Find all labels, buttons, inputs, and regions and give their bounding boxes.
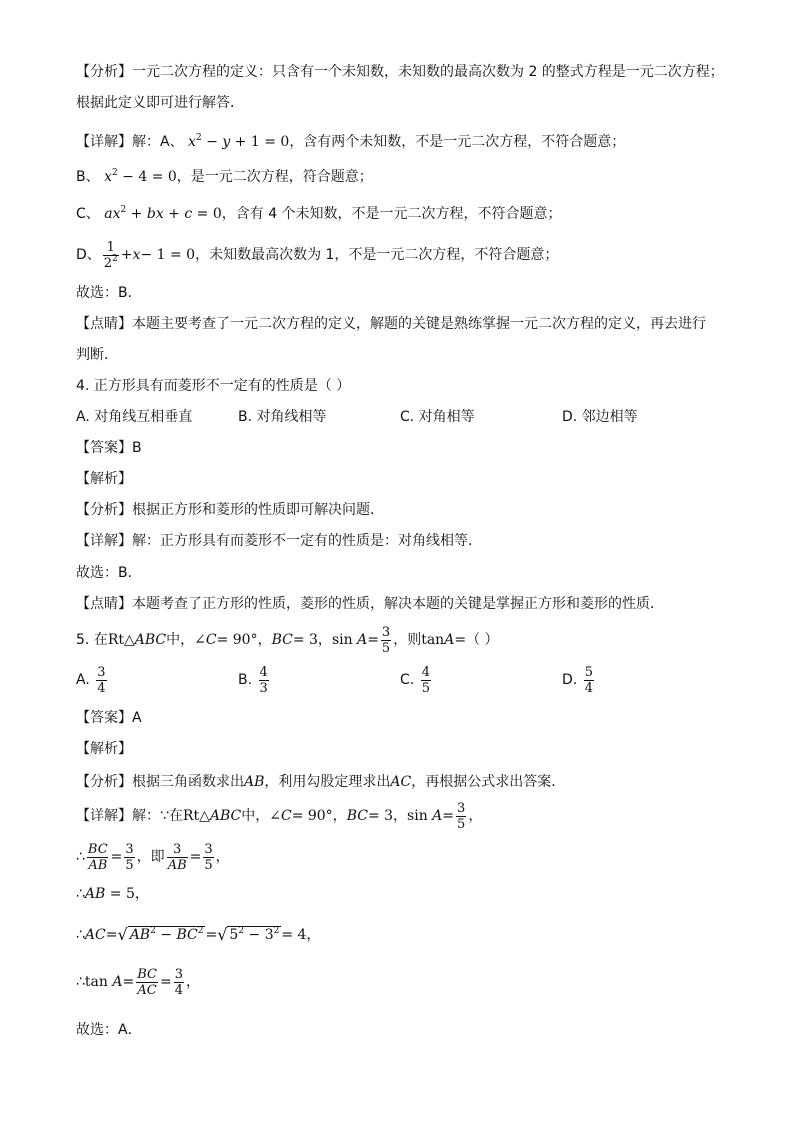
q3-analysis-line1: 【分析】一元二次方程的定义：只含有一个未知数，未知数的最高次数为 2 的整式方程是一元二次方程； — [76, 64, 724, 80]
q5-answer: 【答案】A — [76, 710, 142, 726]
q4-answer: 【答案】B — [76, 440, 142, 456]
q3-comment-line2: 判断． — [76, 347, 118, 363]
q4-analysis: 【分析】根据正方形和菱形的性质即可解决问题． — [76, 502, 384, 518]
q5-detail-given: 【详解】 解：∵在 Rt△ ABC 中， ∠ C = 90°， BC = 3， sin A = $\frac{3}{5}$ ， — [76, 800, 483, 832]
q5-analysis: 【分析】根据三角函数求出AB，利用勾股定理求出AC，再根据公式求出答案． — [76, 774, 566, 790]
q4-stem: 4. 正方形具有而菱形不一定有的性质是（ ） — [76, 378, 351, 394]
q4-option-d: D. 邻边相等 — [562, 409, 638, 425]
q4-choose: 故选：B． — [76, 565, 142, 581]
q5-stem: 5. 在 Rt△ ABC 中， ∠ C = 90°， BC = 3， sin A = $\frac{3}{5}$ ，则 tan A = （ ） — [76, 624, 499, 656]
q4-option-c: C. 对角相等 — [400, 409, 475, 425]
q3-detail-a: 【详解】解：A、 $x^2 - y + 1 = 0$，含有两个未知数，不是一元二次方程，不符合题意； — [76, 133, 626, 150]
q5-option-d: D. $\frac{5}{4}$ — [562, 664, 593, 696]
q3-detail-d: D、 $\frac{1}{2^2}$ + x − 1 = 0 ，未知数最高次数为 1，不是一元二次方程，不符合题意； — [76, 239, 559, 271]
q4-comment: 【点睛】本题考查了正方形的性质，菱形的性质，解决本题的关键是掌握正方形和菱形的性质． — [76, 596, 664, 612]
q5-choose: 故选：A． — [76, 1022, 142, 1038]
q5-detail-ab: ∴AB = 5， — [76, 886, 149, 902]
q4-solution-heading: 【解析】 — [76, 471, 132, 487]
q5-option-a: A. $\frac{3}{4}$ — [76, 664, 106, 696]
q5-detail-tan: ∴ tan A = $\frac{BC}{AC}$ = $\frac{3}{4}$ ， — [76, 966, 200, 998]
q3-analysis-line2: 根据此定义即可进行解答． — [76, 95, 244, 111]
q4-option-b: B. 对角线相等 — [238, 409, 327, 425]
q5-solution-heading: 【解析】 — [76, 741, 132, 757]
q4-detail: 【详解】解：正方形具有而菱形不一定有的性质是：对角线相等． — [76, 533, 482, 549]
q3-comment-line1: 【点睛】本题主要考查了一元二次方程的定义，解题的关键是熟练掌握一元二次方程的定义，再去进行 — [76, 316, 706, 332]
q5-detail-ac: ∴ AC = √ $AB^2 - BC^2$ = √ $5^2 - 3^2$ = 4， — [76, 925, 321, 944]
q3-detail-c: C、 $ax^2$ + bx + c = 0，含有 4 个未知数，不是一元二次方程，不符合题意； — [76, 205, 562, 222]
q4-option-a: A. 对角线互相垂直 — [76, 409, 193, 425]
q5-option-b: B. $\frac{4}{3}$ — [238, 664, 268, 696]
q5-detail-ratio: ∴ $\frac{BC}{AB}$ = $\frac{3}{5}$ ，即 $\frac{3}{AB}$ = $\frac{3}{5}$ ， — [76, 841, 230, 873]
q3-detail-b: B、 $x^2 - 4 = 0$，是一元二次方程，符合题意； — [76, 168, 373, 185]
q5-option-c: C. $\frac{4}{5}$ — [400, 664, 430, 696]
q3-choose: 故选：B． — [76, 285, 142, 301]
q5-options — [0, 662, 794, 698]
